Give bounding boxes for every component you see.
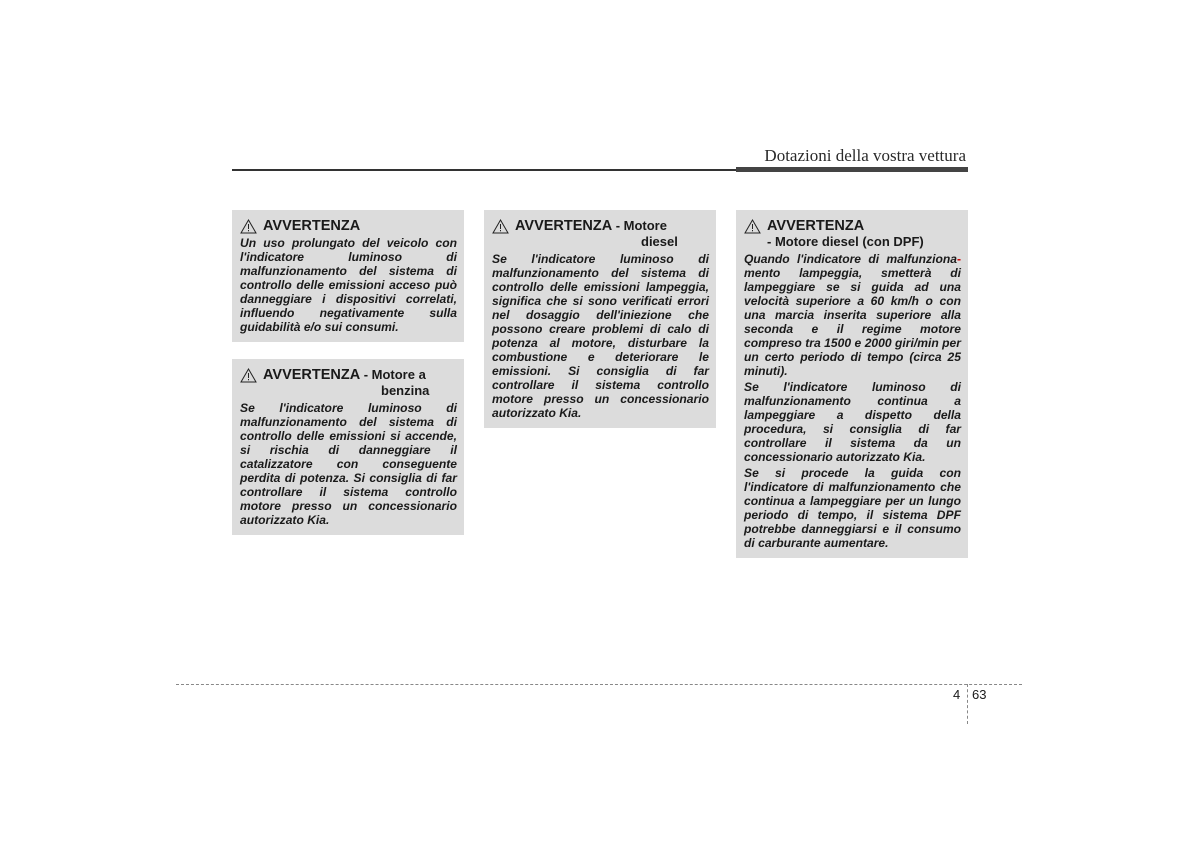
footer-separator <box>967 684 968 724</box>
warning-title: AVVERTENZA <box>263 218 361 234</box>
warning-subtitle: - Motore a <box>363 367 426 382</box>
warning-title: AVVERTENZA <box>767 218 865 234</box>
chapter-number: 4 <box>953 687 961 702</box>
warning-box-general <box>232 210 464 342</box>
warning-triangle-icon <box>744 219 761 234</box>
page-header-title: Dotazioni della vostra vettura <box>764 146 966 165</box>
warning-title: AVVERTENZA <box>515 218 612 234</box>
warning-text: Se si procede la guida con l'indicatore di malfunzionamento che continua a lampeggiare per un lungo periodo di tempo, il sistema DPF potrebbe danneggiarsi e il consumo di carburante aumentare. <box>744 466 961 550</box>
warning-triangle-icon <box>492 219 509 234</box>
warning-heading <box>492 218 709 250</box>
warning-triangle-icon <box>240 368 257 383</box>
footer-dashed-rule <box>176 684 1022 685</box>
hyphen-mark: - <box>956 252 961 266</box>
warning-subtitle-line2: diesel <box>641 234 678 249</box>
warning-box-diesel <box>484 210 716 428</box>
warning-box-diesel-dpf <box>736 210 968 558</box>
warning-subtitle: - Motore diesel (con DPF) <box>767 234 924 249</box>
warning-text: Se l'indicatore luminoso di malfunzionamento del sistema di controllo delle emissioni lampeggia, significa che si sono verificati errori nel dosaggio dell'iniezione che possono creare problemi di calo di potenza al motore, disturbare la combustione e deteriorare le emissioni. Si consiglia di far controllare il sistema controllo motore presso un concessionario autorizzato Kia. <box>492 252 709 420</box>
warning-title: AVVERTENZA <box>263 367 360 383</box>
warning-box-petrol <box>232 359 464 535</box>
warning-text <box>744 252 961 378</box>
warning-text: Un uso prolungato del veicolo con l'indicatore luminoso di malfunzionamento del sistema di controllo delle emissioni acceso può danneggiare i dispositivi correlati, influendo negativamente sulla guidabilità e/o sui consumi. <box>240 236 457 334</box>
warning-text-part: Quando l'indicatore di malfunziona <box>744 252 957 266</box>
warning-text: Se l'indicatore luminoso di malfunzionamento continua a lampeggiare a dispetto della procedura, si consiglia di far controllare il sistema da un concessionario autorizzato Kia. <box>744 380 961 464</box>
warning-text-part: mento lampeggia, smetterà di lampeggiare se si guida ad una velocità superiore a 60 km/h o con una marcia inserita superiore alla seconda e il regime motore compreso tra 1500 e 2000 giri/min per un certo periodo di tempo (circa 25 minuti). <box>744 266 961 378</box>
warning-heading <box>240 218 457 234</box>
warning-text: Se l'indicatore luminoso di malfunzionamento del sistema di controllo delle emissioni si accende, si rischia di danneggiare il catalizzatore con conseguente perdita di potenza. Si consiglia di far controllare il sistema controllo motore presso un concessionario autorizzato Kia. <box>240 401 457 527</box>
page-number: 63 <box>972 687 987 702</box>
warning-triangle-icon <box>240 219 257 234</box>
warning-subtitle: - Motore <box>615 218 667 233</box>
warning-subtitle-line2: benzina <box>381 383 430 398</box>
warning-heading <box>744 218 961 250</box>
warning-heading <box>240 367 457 399</box>
header-rule-accent <box>736 167 968 172</box>
